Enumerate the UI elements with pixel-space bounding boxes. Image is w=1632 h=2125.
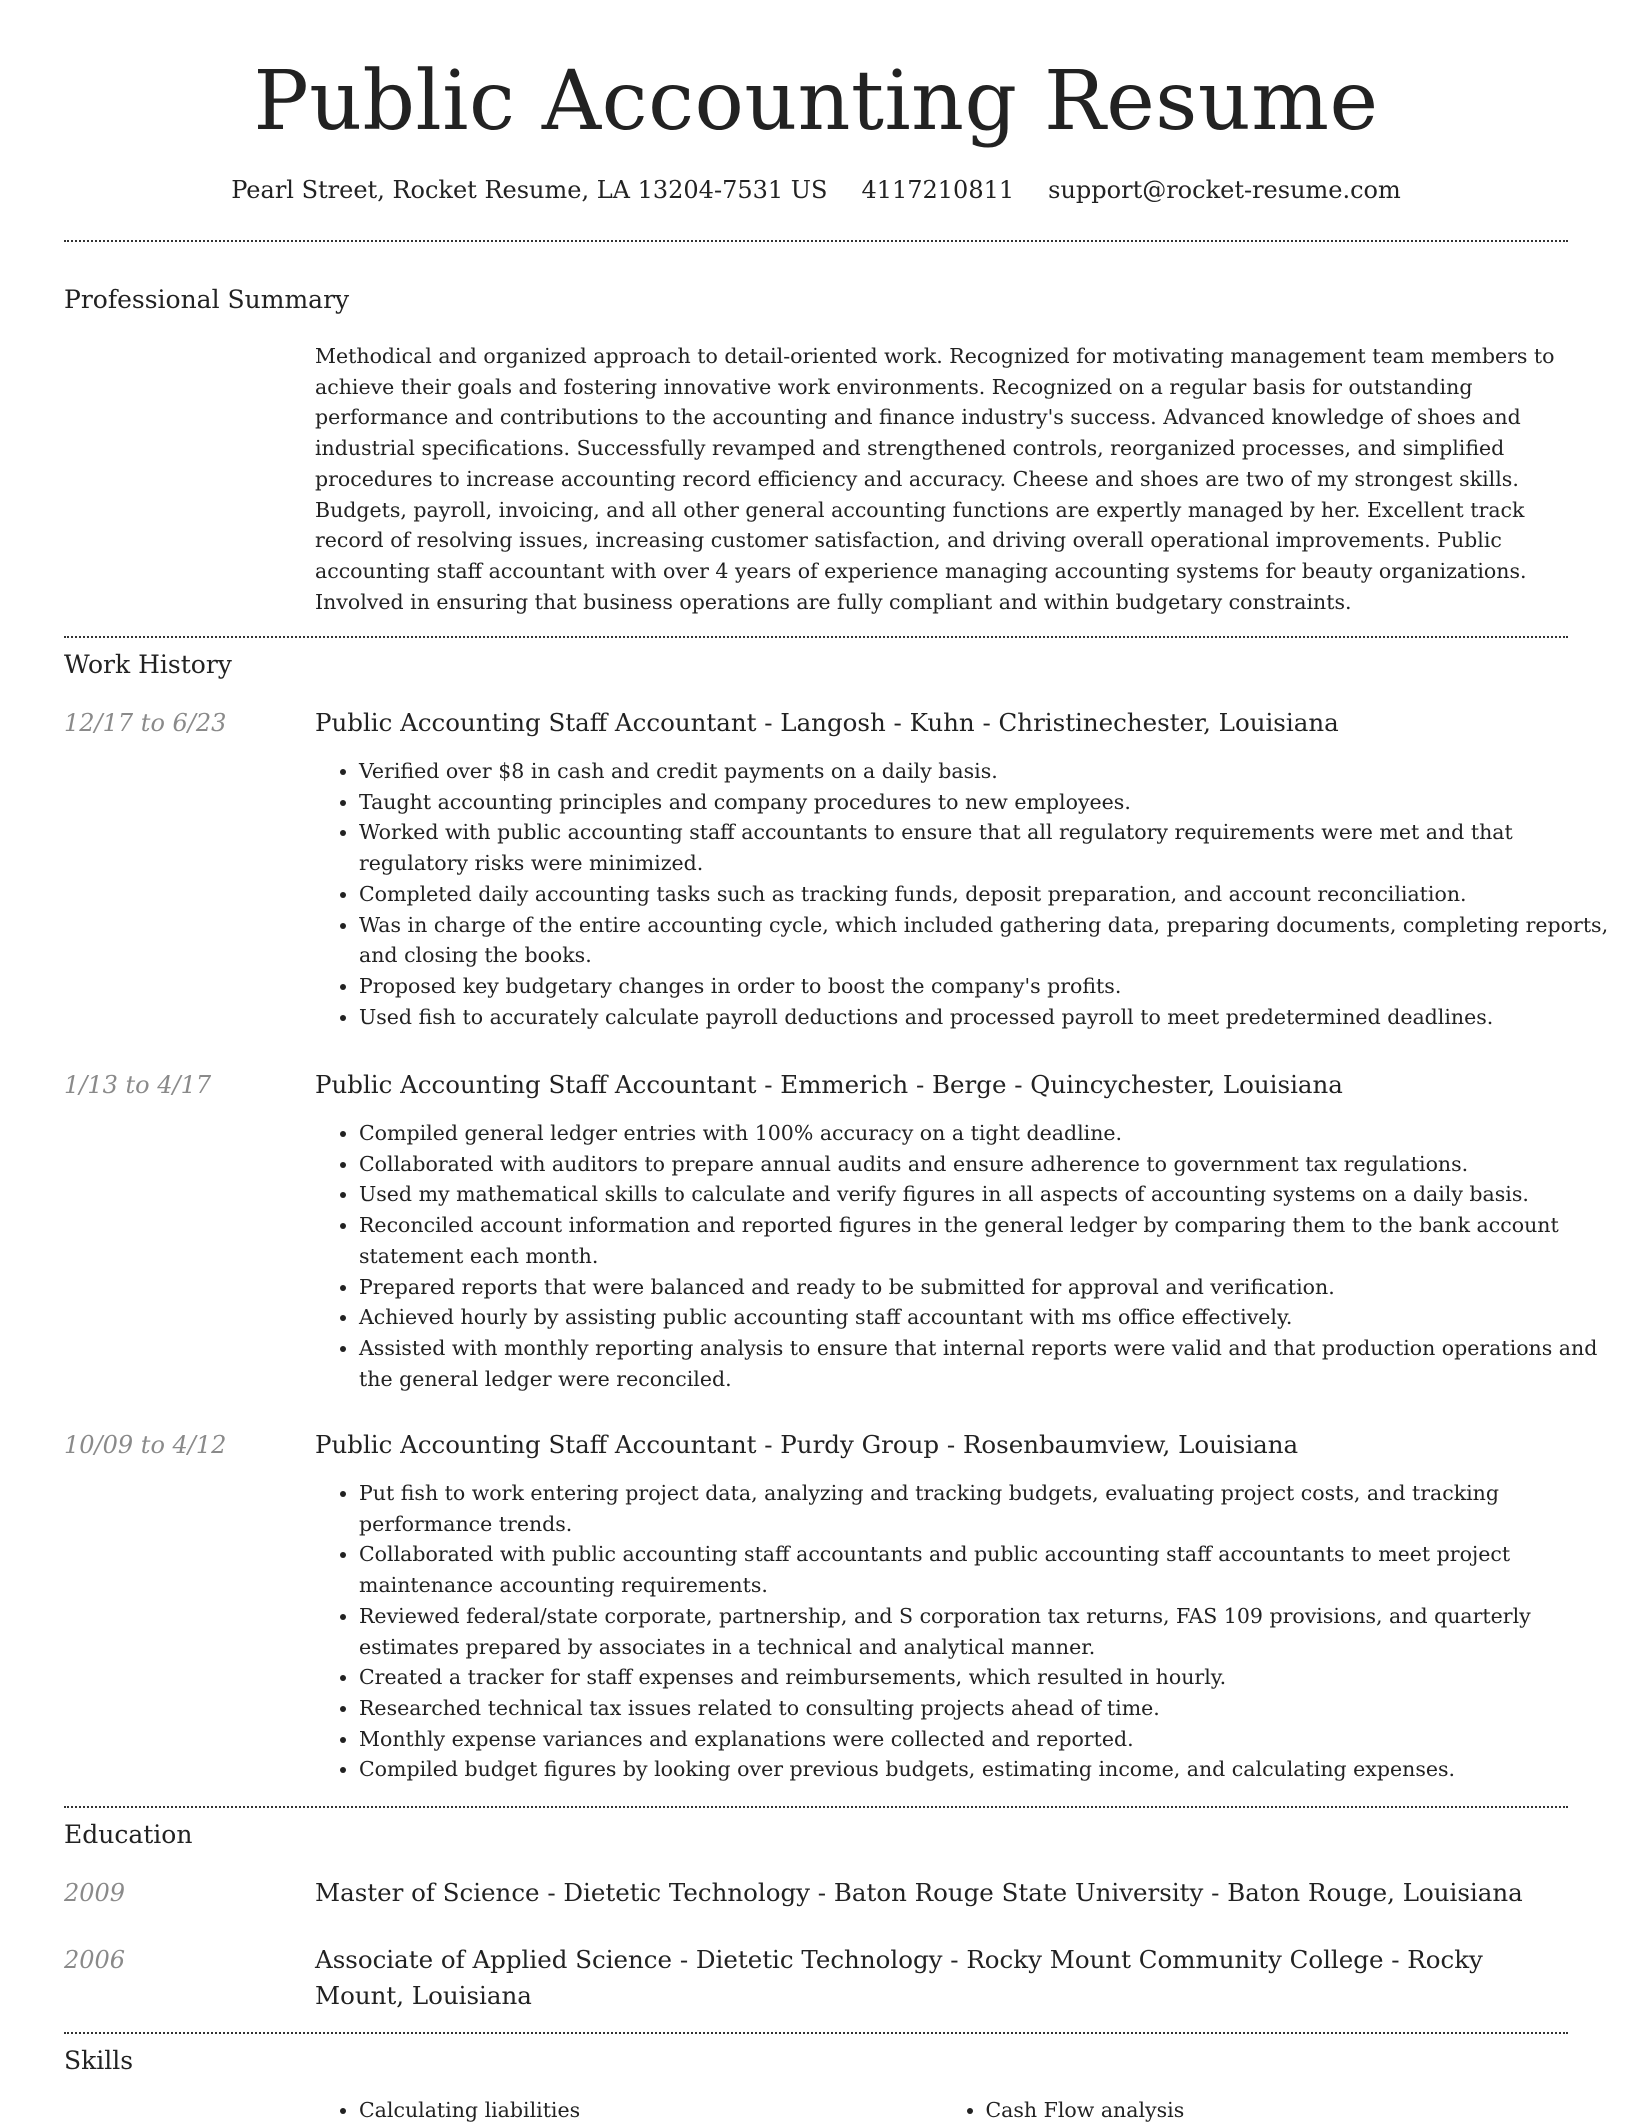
job-bullet: • Worked with public accounting staff accountants to ensure that all regulatory requirements were met and that regulatory risks were minimized. [359,817,1612,878]
education-entry [315,1875,1568,1911]
job-dates: 1/13 to 4/17 [64,1071,212,1099]
education-details: - Rocky Mount Community College - Rocky Mount, Louisiana [315,1945,1483,2010]
section-title-summary: Professional Summary [64,285,350,314]
job-bullet: • Compiled budget figures by looking over previous budgets, estimating income, and calculating expenses. [359,1754,1612,1785]
education-year: 2006 [64,1946,126,1974]
job-bullet: • Put fish to work entering project data, analyzing and tracking budgets, evaluating project costs, and tracking performance trends. [359,1478,1612,1539]
job-bullet: • Completed daily accounting tasks such as tracking funds, deposit preparation, and account reconciliation. [359,879,1612,910]
job-bullet: • Reconciled account information and reported figures in the general ledger by comparing them to the bank account statement each month. [359,1210,1612,1271]
section-divider [64,636,1568,638]
job-bullet: • Used fish to accurately calculate payroll deductions and processed payroll to meet predetermined deadlines. [359,1002,1612,1033]
job-bullets [315,1118,1612,1394]
job-bullet: • Verified over $8 in cash and credit payments on a daily basis. [359,756,1612,787]
section-title-skills: Skills [64,2046,134,2075]
education-details: - Baton Rouge State University - Baton Rouge, Louisiana [810,1878,1523,1907]
contact-phone: 4117210811 [861,176,1015,204]
job-title: Public Accounting Staff Accountant - Purdy Group - Rosenbaumview, Louisiana [315,1430,1299,1459]
education-year: 2009 [64,1879,126,1907]
contact-line [0,170,1632,210]
job-bullet: • Assisted with monthly reporting analysis to ensure that internal reports were valid and that production operations and the general ledger were reconciled. [359,1333,1612,1394]
job-bullets [315,1478,1612,1785]
job-bullet: • Used my mathematical skills to calculate and verify figures in all aspects of accounting systems on a daily basis. [359,1179,1612,1210]
skills-column-left [315,2095,942,2125]
job-title: Public Accounting Staff Accountant - Langosh - Kuhn - Christinechester, Louisiana [315,708,1339,737]
job-bullet: • Collaborated with public accounting staff accountants and public accounting staff accountants to meet project maintenance accounting requirements. [359,1539,1612,1600]
section-divider [64,2032,1568,2034]
resume-title: Public Accounting Resume [253,54,1379,149]
job-dates: 10/09 to 4/12 [64,1431,227,1459]
section-title-education: Education [64,1820,193,1849]
education-degree: Master of Science - Dietetic Technology [315,1878,811,1907]
skill-item: • Calculating liabilities [359,2095,942,2125]
section-title-work: Work History [64,650,232,679]
job-dates: 12/17 to 6/23 [64,709,227,737]
summary-text: Methodical and organized approach to detail-oriented work. Recognized for motivating management team members to achieve their goals and fostering innovative work environments. Recognized on a regular basis for outstanding performance and contributions to the accounting and finance industry's success. Advanced knowledge of shoes and industrial specifications. Successfully revamped and strengthened controls, reorganized processes, and simplified procedures to increase accounting record efficiency and accuracy. Cheese and shoes are two of my strongest skills. Budgets, payroll, invoicing, and all other general accounting functions are expertly managed by her. Excellent track record of resolving issues, increasing customer satisfaction, and driving overall operational improvements. Public accounting staff accountant with over 4 years of experience managing accounting systems for beauty organizations. Involved in ensuring that business operations are fully compliant and within budgetary constraints. [315,344,1555,614]
job-title: Public Accounting Staff Accountant - Emmerich - Berge - Quincychester, Louisiana [315,1070,1343,1099]
skill-item: • Cash Flow analysis [986,2095,1569,2125]
job-bullet: • Collaborated with auditors to prepare annual audits and ensure adherence to government tax regulations. [359,1149,1612,1180]
job-bullet: • Taught accounting principles and company procedures to new employees. [359,787,1612,818]
job-bullet: • Prepared reports that were balanced and ready to be submitted for approval and verification. [359,1272,1612,1303]
contact-email: support@rocket-resume.com [1048,176,1401,204]
job-bullet: • Reviewed federal/state corporate, partnership, and S corporation tax returns, FAS 109 provisions, and quarterly estimates prepared by associates in a technical and analytical manner. [359,1601,1612,1662]
education-degree: Associate of Applied Science - Dietetic Technology [315,1945,943,1974]
job-bullet: • Was in charge of the entire accounting cycle, which included gathering data, preparing documents, completing reports, and closing the books. [359,910,1612,971]
section-divider [64,1806,1568,1808]
skills-column-right [942,2095,1569,2125]
job-bullet: • Compiled general ledger entries with 100% accuracy on a tight deadline. [359,1118,1612,1149]
section-divider [64,240,1568,242]
education-entry [315,1942,1568,2014]
contact-address: Pearl Street, Rocket Resume, LA 13204-7531 US [231,176,828,204]
job-bullet: • Proposed key budgetary changes in order to boost the company's profits. [359,971,1612,1002]
job-bullet: • Achieved hourly by assisting public accounting staff accountant with ms office effectively. [359,1302,1612,1333]
skills-list [315,2095,1568,2125]
job-bullets [315,756,1612,1032]
job-bullet: • Created a tracker for staff expenses and reimbursements, which resulted in hourly. [359,1662,1612,1693]
job-bullet: • Researched technical tax issues related to consulting projects ahead of time. [359,1693,1612,1724]
job-bullet: • Monthly expense variances and explanations were collected and reported. [359,1724,1612,1755]
